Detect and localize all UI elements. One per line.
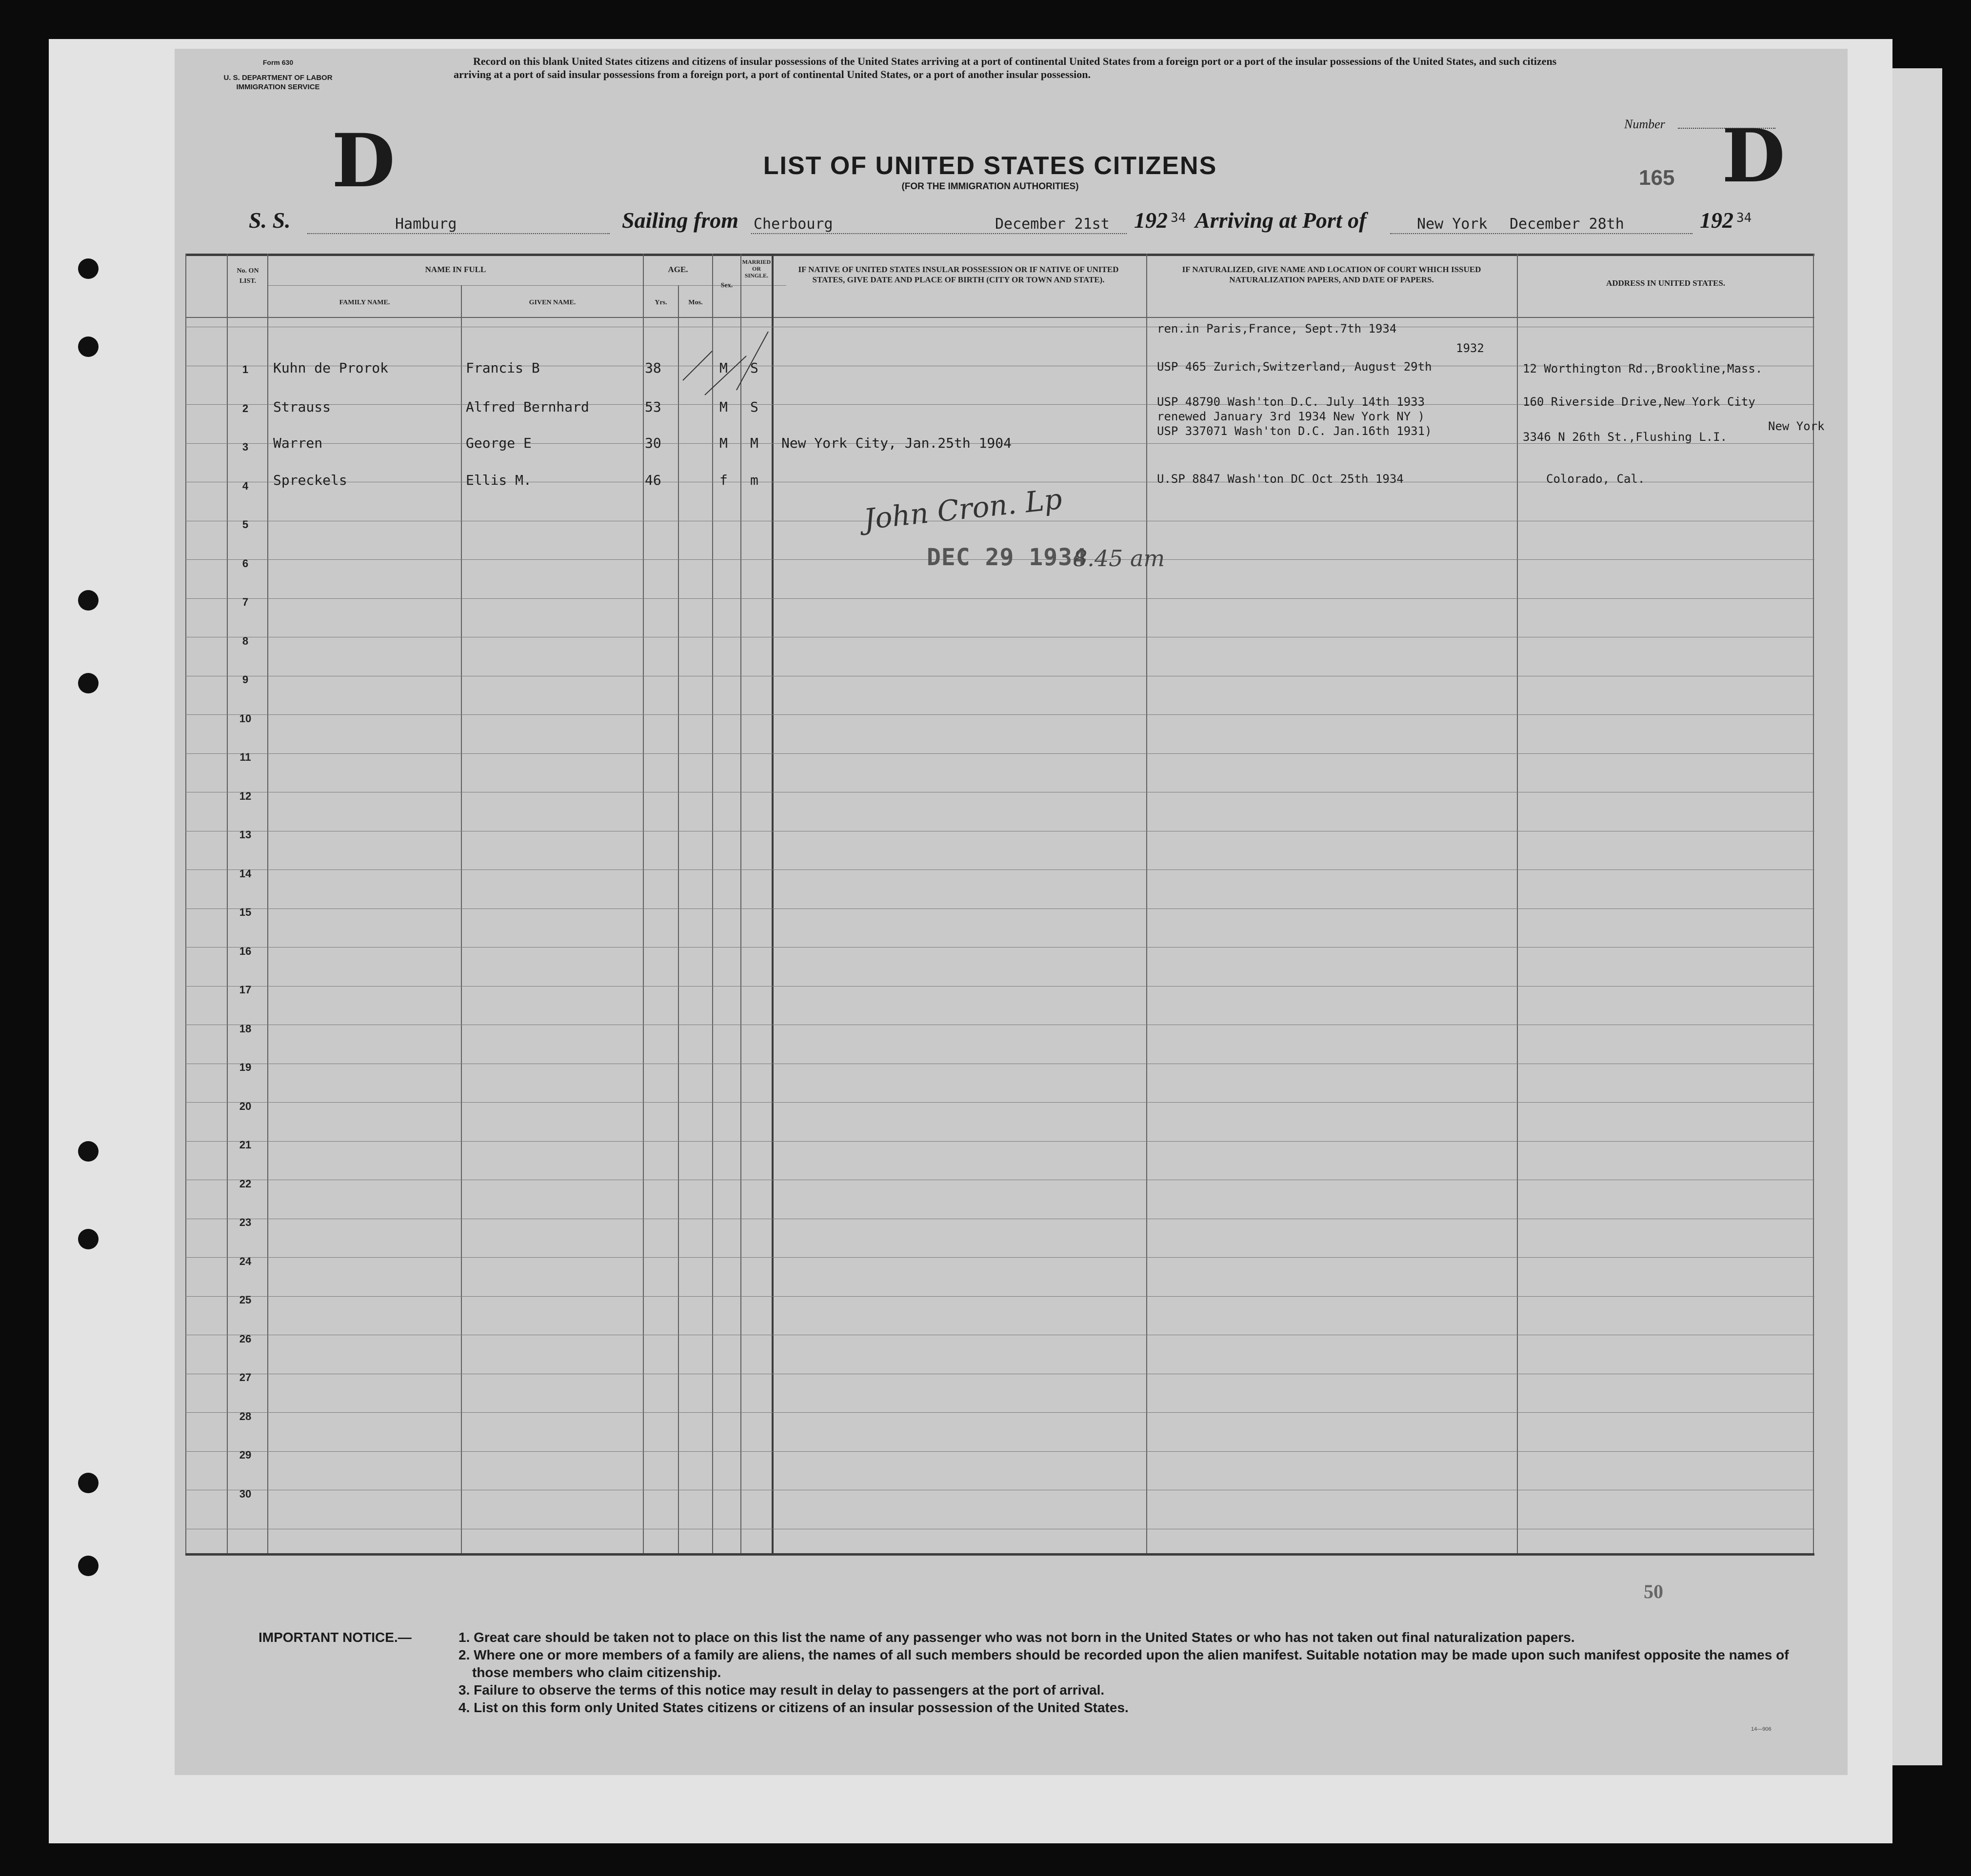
year-prefix: 192	[1700, 208, 1733, 233]
birth-date-place: New York City, Jan.25th 1904	[781, 435, 1012, 451]
arrival-port: New York	[1417, 216, 1488, 233]
year-prefix: 192	[1134, 208, 1168, 233]
row-number: 30	[239, 1487, 252, 1500]
row-number: 24	[239, 1255, 252, 1267]
department-line: IMMIGRATION SERVICE	[236, 83, 320, 91]
row-number: 4	[242, 479, 249, 492]
name-header-rule	[268, 285, 786, 286]
row-rule	[185, 869, 1814, 870]
header-yrs: Yrs.	[655, 299, 667, 306]
ship-line	[307, 233, 610, 234]
punch-hole	[78, 1556, 99, 1576]
col-rule	[1813, 254, 1814, 1553]
age-years: 46	[645, 472, 661, 488]
age-years: 53	[645, 399, 661, 415]
notice-item: 3. Failure to observe the terms of this notice may result in delay to passengers at the port of arrival.	[458, 1682, 1105, 1698]
ship-name: Hamburg	[395, 216, 457, 233]
row-number: 19	[239, 1061, 252, 1073]
series-letter-right: D	[1722, 113, 1786, 199]
naturalization-note: ren.in Paris,France, Sept.7th 1934	[1157, 322, 1397, 336]
family-name: Spreckels	[273, 472, 347, 488]
header-family-name: FAMILY NAME.	[339, 299, 390, 306]
col-rule	[461, 285, 462, 1553]
col-rule	[772, 254, 774, 1553]
notice-item: 2. Where one or more members of a family are aliens, the names of all such members should be recorded upon the alien manifest. Suitable notation may be made upon such manifest opposite the names of those members who claim citizenship.	[458, 1647, 1789, 1680]
row-rule	[185, 947, 1814, 948]
list-number: 165	[1639, 166, 1675, 190]
row-number: 7	[242, 596, 249, 608]
citizen-table	[185, 254, 1825, 1556]
notice-item: 4. List on this form only United States citizens or citizens of an insular possession of the United States.	[458, 1700, 1129, 1715]
notice-item: 1. Great care should be taken not to place on this list the name of any passenger who was not born in the United States or who has not taken out final naturalization papers.	[458, 1630, 1575, 1645]
age-years: 38	[645, 360, 661, 376]
naturalization: USP 465 Zurich,Switzerland, August 29th	[1157, 360, 1432, 374]
naturalization: USP 48790 Wash'ton D.C. July 14th 1933	[1157, 395, 1425, 409]
marital-status: S	[750, 399, 758, 415]
row-number: 21	[239, 1139, 252, 1151]
sex: M	[719, 435, 728, 451]
row-number: 16	[239, 945, 252, 957]
col-rule	[678, 285, 679, 1553]
col-rule	[1146, 254, 1147, 1553]
header-bottom-rule	[185, 317, 1814, 318]
table-top-rule	[185, 254, 1814, 256]
header-address: ADDRESS IN UNITED STATES.	[1606, 278, 1726, 288]
row-number: 28	[239, 1410, 252, 1422]
row-number: 11	[239, 751, 251, 763]
marital-status: m	[750, 472, 758, 488]
department-line: U. S. DEPARTMENT OF LABOR	[223, 74, 333, 82]
table-bottom-rule	[185, 1553, 1814, 1556]
page-count: 50	[1644, 1580, 1663, 1602]
row-number: 5	[242, 518, 249, 531]
header-given-name: GIVEN NAME.	[529, 299, 576, 306]
row-number: 27	[239, 1371, 252, 1383]
form-number: Form 630	[262, 59, 294, 66]
given-name: Francis B	[466, 360, 540, 376]
row-number: 23	[239, 1216, 252, 1228]
ss-label: S. S.	[249, 208, 291, 233]
header-native-birth: IF NATIVE OF UNITED STATES INSULAR POSSESSION OR IF NATIVE OF UNITED STATES, GIVE DATE AND PLACE OF BIRTH (CITY OR TOWN AND STATE).	[798, 265, 1119, 284]
form-title: LIST OF UNITED STATES CITIZENS	[763, 152, 1217, 180]
address-note: New York	[1768, 419, 1825, 433]
col-rule	[643, 254, 644, 1553]
arrival-line	[1390, 233, 1692, 234]
row-number: 8	[242, 634, 249, 647]
marital-status: M	[750, 435, 758, 451]
col-rule	[712, 254, 713, 1553]
header-no-on-list: No. ON LIST.	[237, 267, 259, 285]
sailing-label: Sailing from	[622, 208, 739, 233]
notice-heading: IMPORTANT NOTICE.—	[259, 1630, 412, 1645]
given-name: Ellis M.	[466, 472, 532, 488]
row-number: 6	[242, 557, 249, 570]
col-rule	[740, 254, 741, 1553]
address: 3346 N 26th St.,Flushing L.I.	[1523, 430, 1728, 444]
punch-hole	[78, 1229, 99, 1249]
header-mos: Mos.	[688, 299, 703, 306]
row-rule	[185, 1296, 1814, 1297]
row-rule	[185, 753, 1814, 754]
row-number: 10	[239, 712, 252, 725]
row-number: 18	[239, 1022, 252, 1035]
row-number: 25	[239, 1294, 252, 1306]
family-name: Warren	[273, 435, 323, 451]
form-code: 14—906	[1751, 1726, 1772, 1732]
col-rule	[1517, 254, 1518, 1553]
row-number: 26	[239, 1332, 252, 1345]
form-subtitle: (FOR THE IMMIGRATION AUTHORITIES)	[901, 181, 1079, 192]
row-rule	[185, 1141, 1814, 1142]
row-rule	[185, 1451, 1814, 1452]
header-name-in-full: NAME IN FULL	[425, 265, 486, 274]
header-sex: Sex.	[720, 282, 733, 289]
sailing-date: December 21st	[995, 216, 1110, 233]
sailing-port: Cherbourg	[754, 216, 833, 233]
row-number: 15	[239, 906, 252, 918]
series-letter-left: D	[332, 118, 396, 204]
naturalization: USP 337071 Wash'ton D.C. Jan.16th 1931)	[1157, 424, 1432, 438]
row-number: 13	[239, 829, 252, 841]
family-name: Strauss	[273, 399, 331, 415]
row-number: 9	[242, 673, 249, 686]
age-years: 30	[645, 435, 661, 451]
row-number: 1	[242, 363, 249, 375]
punch-hole	[78, 673, 99, 693]
header-age: AGE.	[668, 265, 688, 274]
marital-status: S	[750, 360, 758, 376]
row-number: 12	[239, 790, 252, 802]
row-rule	[185, 908, 1814, 909]
col-rule	[227, 254, 228, 1553]
time-stamp: 8.45 am	[1073, 545, 1165, 572]
naturalization: U.SP 8847 Wash'ton DC Oct 25th 1934	[1157, 472, 1404, 486]
row-number: 17	[239, 984, 252, 996]
sex: M	[719, 360, 728, 376]
row-rule	[185, 1412, 1814, 1413]
date-stamp: DEC 29 1934	[927, 544, 1087, 571]
check-marks	[678, 322, 771, 400]
signature: John Cron. Lp	[862, 482, 1064, 536]
number-line	[1678, 128, 1775, 129]
naturalization-note: renewed January 3rd 1934 New York NY )	[1157, 410, 1425, 423]
given-name: George E	[466, 435, 532, 451]
department-label	[215, 73, 341, 92]
arrival-date: December 28th	[1510, 216, 1624, 233]
notice-items	[458, 1629, 1819, 1717]
family-name: Kuhn de Prorok	[273, 360, 389, 376]
col-rule	[185, 254, 186, 1553]
address: Colorado, Cal.	[1546, 472, 1645, 486]
row-rule	[185, 1102, 1814, 1103]
sex: f	[719, 472, 728, 488]
row-rule	[185, 1257, 1814, 1258]
punch-hole	[78, 1141, 99, 1162]
row-number: 22	[239, 1177, 252, 1190]
row-number: 29	[239, 1449, 252, 1461]
sex: M	[719, 399, 728, 415]
given-name: Alfred Bernhard	[466, 399, 589, 415]
row-number: 3	[242, 441, 249, 453]
address: 12 Worthington Rd.,Brookline,Mass.	[1523, 362, 1763, 375]
form-instructions: Record on this blank United States citizens and citizens of insular possessions of the United States arriving at a port of continental United States from a foreign port or a port of the insular possessions of the United States, and such citizens arriving at a port of said insular possessions from a foreign port, a port of continental United States, or a port of another insular possession.	[454, 55, 1557, 80]
row-number: 14	[239, 867, 252, 880]
punch-hole	[78, 336, 99, 357]
naturalization-year-note: 1932	[1456, 341, 1484, 355]
arriving-label: Arriving at Port of	[1195, 208, 1367, 233]
row-rule	[185, 598, 1814, 599]
row-rule	[185, 714, 1814, 715]
punch-hole	[78, 1473, 99, 1493]
punch-hole	[78, 590, 99, 611]
sailing-line	[751, 233, 1127, 234]
punch-hole	[78, 258, 99, 279]
header-naturalized: IF NATURALIZED, GIVE NAME AND LOCATION OF COURT WHICH ISSUED NATURALIZATION PAPERS, AND DATE OF PAPERS.	[1182, 265, 1481, 284]
year-suffix: 34	[1736, 211, 1752, 225]
row-number: 2	[242, 402, 249, 415]
address: 160 Riverside Drive,New York City	[1523, 395, 1755, 409]
row-number: 20	[239, 1100, 252, 1112]
header-married: MARRIED OR SINGLE.	[742, 258, 771, 279]
col-rule	[267, 254, 268, 1553]
year-suffix: 34	[1171, 211, 1186, 225]
number-label: Number	[1624, 117, 1665, 131]
row-rule	[185, 986, 1814, 987]
